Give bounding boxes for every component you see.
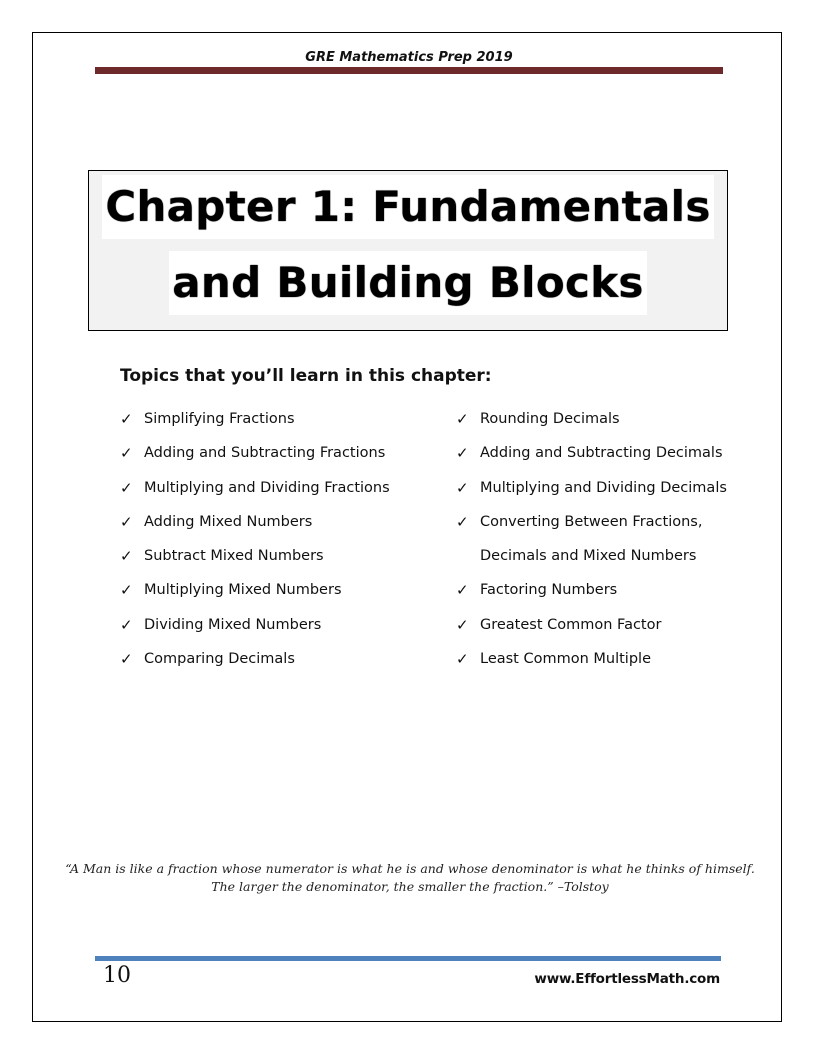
checkmark-icon: ✓ — [456, 615, 469, 634]
topics-right-column — [456, 402, 736, 676]
chapter-title-text-2: and Building Blocks — [169, 251, 646, 315]
topic-item — [456, 573, 736, 607]
tolstoy-quote — [60, 860, 760, 896]
topic-item — [120, 436, 440, 470]
checkmark-icon: ✓ — [120, 615, 133, 634]
checkmark-icon: ✓ — [456, 512, 469, 531]
running-header-title: GRE Mathematics Prep 2019 — [305, 50, 513, 65]
topic-item — [456, 471, 736, 505]
topic-label: Rounding Decimals — [480, 411, 620, 427]
topic-label: Simplifying Fractions — [144, 411, 295, 427]
topic-label: Adding and Subtracting Fractions — [144, 445, 386, 462]
checkmark-icon: ✓ — [120, 478, 133, 497]
footer-rule — [95, 956, 721, 961]
topic-label: Adding and Subtracting Decimals — [480, 445, 723, 462]
checkmark-icon: ✓ — [456, 444, 469, 463]
topic-label: Factoring Numbers — [480, 582, 618, 599]
topic-item — [120, 539, 440, 573]
checkmark-icon: ✓ — [456, 581, 469, 600]
topic-label: Multiplying Mixed Numbers — [144, 582, 342, 599]
checkmark-icon: ✓ — [120, 581, 133, 600]
topic-item — [120, 471, 440, 505]
topic-label: Adding Mixed Numbers — [144, 513, 313, 530]
topic-item — [456, 505, 736, 574]
topic-label: Subtract Mixed Numbers — [144, 548, 324, 565]
topic-label: Greatest Common Factor — [480, 616, 662, 633]
topic-item — [120, 642, 440, 676]
topic-item — [456, 642, 736, 676]
topic-item — [456, 402, 736, 436]
chapter-title-text-1: Chapter 1: Fundamentals — [102, 175, 713, 239]
topic-item — [120, 573, 440, 607]
quote-line-2: The larger the denominator, the smaller the fraction.” –Tolstoy — [211, 879, 609, 894]
topic-label: Least Common Multiple — [480, 651, 651, 668]
checkmark-icon: ✓ — [120, 547, 133, 566]
topic-label: Converting Between Fractions, Decimals and Mixed Numbers — [480, 513, 703, 565]
checkmark-icon: ✓ — [456, 410, 469, 428]
topic-item — [120, 505, 440, 539]
checkmark-icon: ✓ — [456, 650, 469, 669]
chapter-title-line-1 — [89, 175, 727, 239]
topic-item — [456, 436, 736, 470]
checkmark-icon: ✓ — [120, 410, 133, 428]
checkmark-icon: ✓ — [120, 512, 133, 531]
checkmark-icon: ✓ — [120, 444, 133, 463]
checkmark-icon: ✓ — [456, 478, 469, 497]
chapter-title-box — [88, 170, 728, 331]
topic-label: Multiplying and Dividing Fractions — [144, 479, 390, 496]
topic-item — [120, 402, 440, 436]
topic-label: Comparing Decimals — [144, 651, 295, 668]
topic-label: Dividing Mixed Numbers — [144, 616, 322, 633]
topics-heading: Topics that you’ll learn in this chapter: — [120, 366, 492, 386]
website-url: www.EffortlessMath.com — [534, 971, 720, 987]
quote-line-1: “A Man is like a fraction whose numerator is what he is and whose denominator is what he thinks of himself. — [65, 861, 755, 876]
page-number: 10 — [103, 963, 131, 988]
header-rule — [95, 67, 723, 74]
chapter-title-line-2 — [89, 251, 727, 315]
topic-label: Multiplying and Dividing Decimals — [480, 479, 727, 496]
checkmark-icon: ✓ — [120, 650, 133, 669]
topic-item — [456, 608, 736, 642]
topic-item — [120, 608, 440, 642]
topics-left-column — [120, 402, 440, 676]
